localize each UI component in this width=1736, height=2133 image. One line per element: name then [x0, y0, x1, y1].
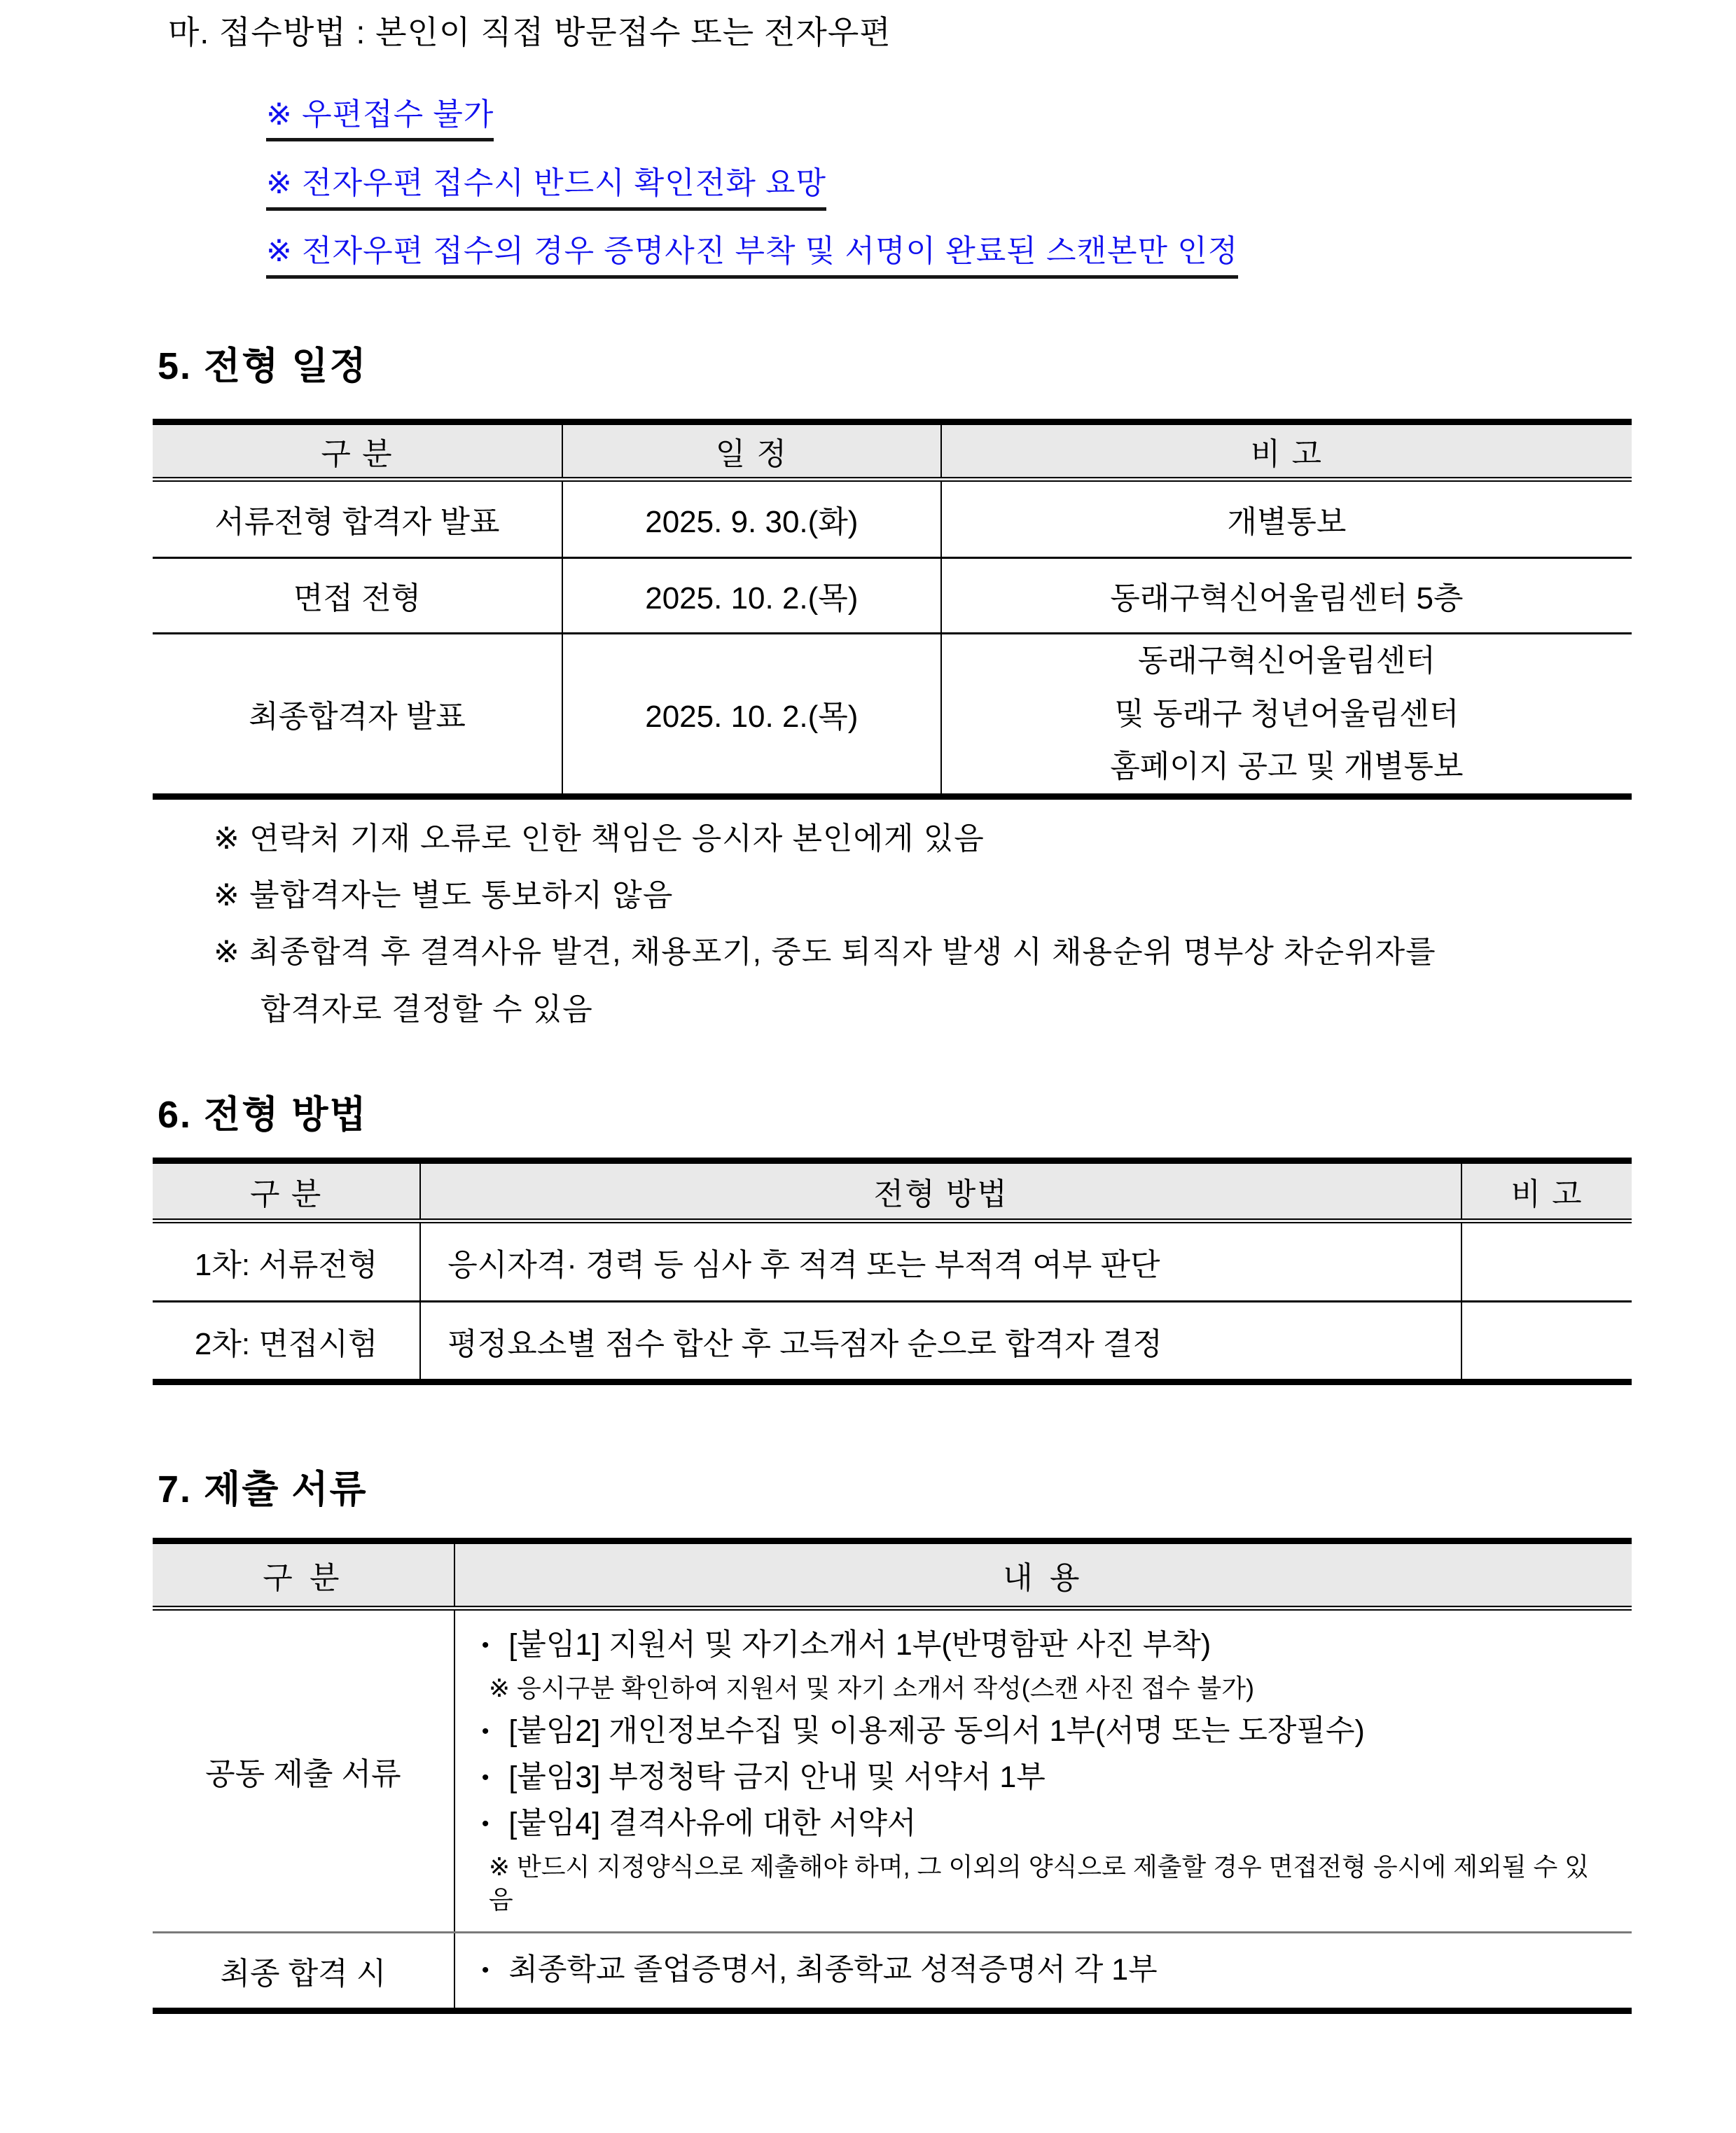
method-row2-method: 평정요소별 점수 합산 후 고득점자 순으로 합격자 결정 [420, 1302, 1461, 1382]
doc-item-text: [붙임4] 결격사유에 대한 서약서 [508, 1806, 917, 1840]
documents-table [153, 1538, 1632, 2014]
remark-line: 동래구혁신어울림센터 [1137, 643, 1436, 678]
schedule-row3-category: 최종합격자 발표 [153, 633, 562, 796]
schedule-footnote-disqualify: ※ 최종합격 후 결격사유 발견, 채용포기, 중도 퇴직자 발생 시 채용순위 명부상 차순위자를 [214, 934, 1436, 969]
schedule-table-header-row [153, 422, 1632, 479]
method-row2-stage: 2차: 면접시험 [153, 1302, 420, 1382]
bullet-icon: • [481, 1812, 489, 1835]
documents-table-header-row [153, 1541, 1632, 1609]
schedule-row1-date: 2025. 9. 30.(화) [562, 479, 941, 557]
table-row [153, 1609, 1632, 1933]
method-table [153, 1158, 1632, 1385]
documents-common-category: 공동 제출 서류 [205, 1757, 401, 1792]
schedule-header-category: 구 분 [153, 422, 562, 479]
documents-common-content [454, 1609, 1632, 1933]
table-row [153, 557, 1632, 633]
method-header-method: 전형 방법 [420, 1161, 1461, 1221]
doc-item-text: 최종학교 졸업증명서, 최종학교 성적증명서 각 1부 [508, 1953, 1158, 1987]
list-item [472, 1950, 1611, 1990]
remark-line: 및 동래구 청년어울림센터 [1114, 696, 1459, 731]
intro-note-no-mail: ※ 우편접수 불가 [266, 97, 494, 142]
method-row2-remark [1461, 1302, 1632, 1382]
table-row [153, 1221, 1632, 1302]
schedule-footnote-disqualify-cont: 합격자로 결정할 수 있음 [261, 992, 593, 1027]
schedule-row3-date: 2025. 10. 2.(목) [562, 633, 941, 796]
documents-header-category: 구 분 [153, 1541, 454, 1609]
schedule-table [153, 419, 1632, 800]
list-item [472, 1758, 1611, 1798]
method-row1-method: 응시자격· 경력 등 심사 후 적격 또는 부적격 여부 판단 [420, 1221, 1461, 1302]
table-row [153, 1302, 1632, 1382]
schedule-row1-remark: 개별통보 [941, 479, 1632, 557]
list-item-note [489, 1850, 1611, 1917]
doc-item-text: ※ 반드시 지정양식으로 제출해야 하며, 그 이외의 양식으로 제출할 경우 면접전형 응시에 제외될 수 있음 [488, 1851, 1590, 1915]
bullet-icon: • [481, 1959, 489, 1982]
method-table-header-row [153, 1161, 1632, 1221]
method-row1-stage: 1차: 서류전형 [194, 1248, 378, 1283]
list-item [472, 1711, 1611, 1751]
schedule-header-remark: 비 고 [941, 422, 1632, 479]
schedule-row2-remark: 동래구혁신어울림센터 5층 [941, 557, 1632, 633]
reception-method-line: 마. 접수방법 : 본인이 직접 방문접수 또는 전자우편 [168, 14, 891, 50]
method-header-category: 구 분 [153, 1161, 420, 1221]
doc-item-text: ※ 응시구분 확인하여 지원서 및 자기 소개서 작성(스캔 사진 접수 불가) [488, 1674, 1254, 1703]
section-title-schedule: 5. 전형 일정 [158, 345, 368, 387]
table-row [153, 1932, 1632, 2010]
section-title-method: 6. 전형 방법 [158, 1094, 368, 1137]
section-title-documents: 7. 제출 서류 [158, 1468, 368, 1511]
table-row [153, 633, 1632, 796]
schedule-row2-date: 2025. 10. 2.(목) [562, 557, 941, 633]
documents-final-content [454, 1932, 1632, 2010]
remark-line: 홈페이지 공고 및 개별통보 [1110, 749, 1464, 784]
bullet-icon: • [481, 1765, 489, 1789]
schedule-footnote-contact: ※ 연락처 기재 오류로 인한 책임은 응시자 본인에게 있음 [214, 821, 985, 856]
doc-item-text: [붙임3] 부정청탁 금지 안내 및 서약서 1부 [508, 1760, 1046, 1794]
schedule-header-date: 일 정 [562, 422, 941, 479]
list-item [472, 1804, 1611, 1844]
intro-note-email-scan: ※ 전자우편 접수의 경우 증명사진 부착 및 서명이 완료된 스캔본만 인정 [266, 233, 1238, 279]
documents-final-category: 최종 합격 시 [153, 1932, 454, 2010]
bullet-icon: • [481, 1634, 489, 1658]
table-row [153, 479, 1632, 557]
schedule-row3-remark [941, 633, 1632, 796]
method-header-remark: 비 고 [1461, 1161, 1632, 1221]
schedule-row2-category: 면접 전형 [153, 557, 562, 633]
intro-note-email-confirm: ※ 전자우편 접수시 반드시 확인전화 요망 [266, 165, 826, 211]
doc-item-text: [붙임1] 지원서 및 자기소개서 1부(반명함판 사진 부착) [508, 1628, 1211, 1662]
schedule-row1-category: 서류전형 합격자 발표 [214, 505, 500, 540]
doc-item-text: [붙임2] 개인정보수집 및 이용제공 동의서 1부(서명 또는 도장필수) [508, 1714, 1365, 1748]
documents-header-content: 내 용 [454, 1541, 1632, 1609]
list-item [472, 1625, 1611, 1665]
method-row1-remark [1461, 1221, 1632, 1302]
list-item-note [489, 1672, 1611, 1705]
schedule-footnote-no-notice: ※ 불합격자는 별도 통보하지 않음 [214, 877, 674, 912]
bullet-icon: • [481, 1719, 489, 1743]
